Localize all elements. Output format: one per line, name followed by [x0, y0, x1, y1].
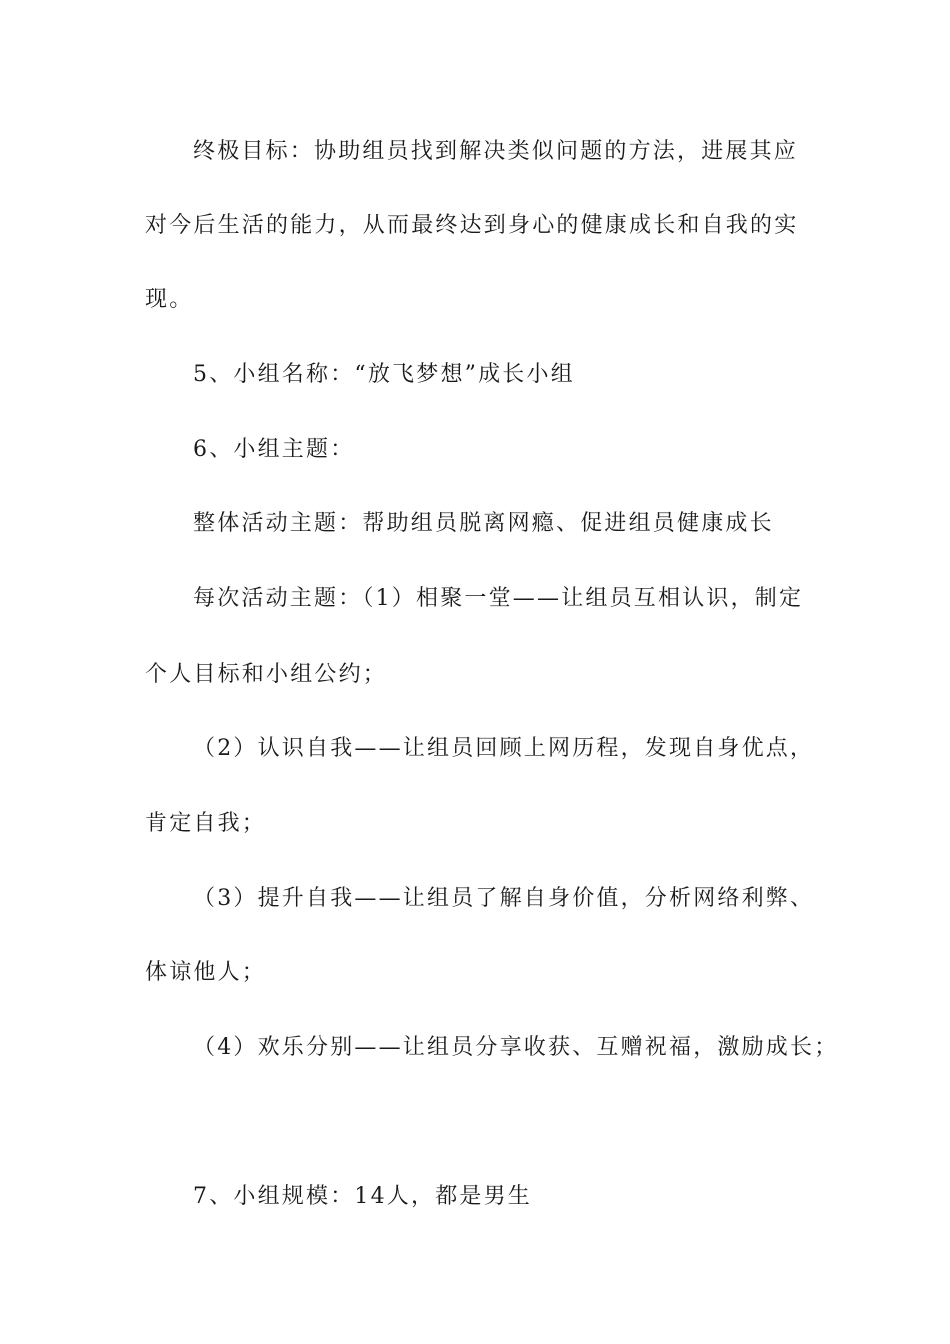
text-line-ultimate-goal: 终极目标：协助组员找到解决类似问题的方法，进展其应	[193, 139, 799, 164]
text-line-session-2-cont: 肯定自我；	[145, 811, 267, 836]
text-line-session-theme-cont: 个人目标和小组公约；	[145, 662, 388, 687]
text-line-group-name: 5、小组名称：“放飞梦想”成长小组	[193, 362, 575, 387]
text-line-session-3: （3）提升自我——让组员了解自身价值，分析网络利弊、	[193, 886, 815, 911]
text-line-session-2: （2）认识自我——让组员回顾上网历程，发现自身优点，	[193, 736, 815, 761]
text-line-session-3-cont: 体谅他人；	[145, 960, 267, 985]
text-line-ultimate-goal-cont: 对今后生活的能力，从而最终达到身心的健康成长和自我的实	[145, 213, 799, 238]
text-line-group-size: 7、小组规模：14人，都是男生	[193, 1184, 532, 1209]
text-line-ultimate-goal-end: 现。	[145, 287, 194, 312]
text-line-overall-theme: 整体活动主题：帮助组员脱离网瘾、促进组员健康成长	[193, 511, 774, 536]
text-line-session-theme: 每次活动主题：（1）相聚一堂——让组员互相认识，制定	[193, 586, 804, 611]
text-line-session-4: （4）欢乐分别——让组员分享收获、互赠祝福，激励成长；	[193, 1035, 839, 1060]
text-line-group-theme: 6、小组主题：	[193, 437, 355, 462]
